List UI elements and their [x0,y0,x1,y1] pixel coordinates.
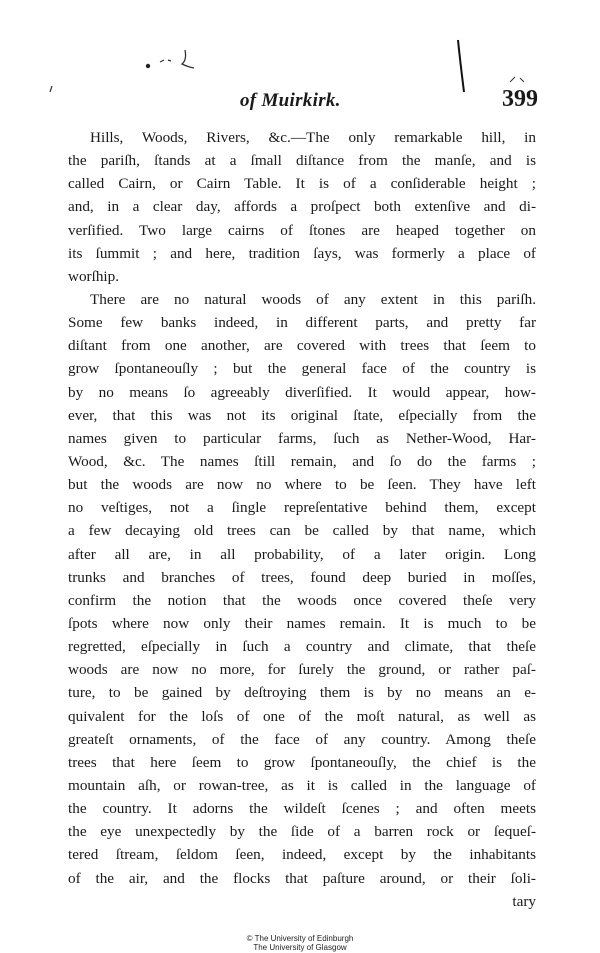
copyright-footer [0,934,600,952]
text-line: after all are, in all probability, of a later origin. Long [68,545,536,563]
text-line: quivalent for the loſs of one of the moſt natural, as well as [68,707,536,725]
ink-spot [510,77,524,82]
text-line: ever, that this was not its original ſtate, eſpecially from the [68,406,536,424]
text-line: the pariſh, ſtands at a ſmall diſtance from the manſe, and is [68,152,536,170]
text-line: ſpots where now only their names remain. It is much to be [68,614,536,632]
text-line: verſified. Two large cairns of ſtones are heaped together on [68,221,536,239]
pencil-stroke [458,40,464,92]
text-line: no veſtiges, not a ſingle repreſentative behind them, except [68,499,536,517]
text-line: Some few banks indeed, in different parts, and pretty far [68,314,536,332]
text-line: called Cairn, or Cairn Table. It is of a conſiderable height ; [68,175,536,193]
text-line: and, in a clear day, affords a proſpect both extenſive and di- [68,198,536,216]
text-line: confirm the notion that the woods once covered theſe very [68,591,536,609]
text-line: a few decaying old trees can be called by that name, which [68,522,536,540]
text-line: woods are now no more, for ſurely the ground, or rather paſ- [68,661,536,679]
text-line: worſhip. [68,267,120,285]
text-line: trees that here ſeem to grow ſpontaneouſly, the chief is the [68,753,536,771]
ink-spot [160,60,171,62]
text-line: There are no natural woods of any extent in this pariſh. [90,290,536,308]
ink-spot [146,64,150,68]
running-title: of Muirkirk. [240,90,341,111]
text-line: mountain aſh, or rowan-tree, as it is called in the language of [68,776,536,794]
text-line: Wood, &c. The names ſtill remain, and ſo do the farms ; [68,452,536,470]
text-line: ture, to be gained by deſtroying them is by no means an e- [68,684,536,702]
text-line: its ſummit ; and here, tradition ſays, was formerly a place of [68,244,536,262]
text-line: grow ſpontaneouſly ; but the general face of the country is [68,360,536,378]
catchword: tary [512,892,536,910]
text-line: trunks and branches of trees, found deep buried in moſſes, [68,568,536,586]
text-line: but the woods are now no where to be ſeen. They have left [68,476,536,494]
ink-spot [182,50,194,68]
text-line: of the air, and the flocks that paſture around, or their ſoli- [68,869,536,887]
text-line: names given to particular farms, ſuch as Nether-Wood, Har- [68,429,536,447]
text-line: tered ſtream, ſeldom ſeen, indeed, except by the inhabitants [68,846,536,864]
text-line: regretted, eſpecially in ſuch a country and climate, that theſe [68,638,536,656]
copyright-line: The University of Glasgow [253,943,347,952]
copyright-line: © The University of Edinburgh [246,934,354,943]
page-number: 399 [502,86,538,112]
text-line: greateſt ornaments, of the face of any country. Among theſe [68,730,536,748]
text-line: by no means ſo agreeably diverſified. It would appear, how- [68,383,536,401]
text-line: the eye unexpectedly by the ſide of a barren rock or ſequeſ- [68,823,536,841]
page-header [0,86,600,120]
body-text [68,126,536,913]
text-line: diſtant from one another, are covered with trees that ſeem to [68,337,536,355]
text-line: Hills, Woods, Rivers, &c.—The only remarkable hill, in [90,129,536,146]
text-line: the country. It adorns the wildeſt ſcenes ; and often meets [68,800,536,818]
